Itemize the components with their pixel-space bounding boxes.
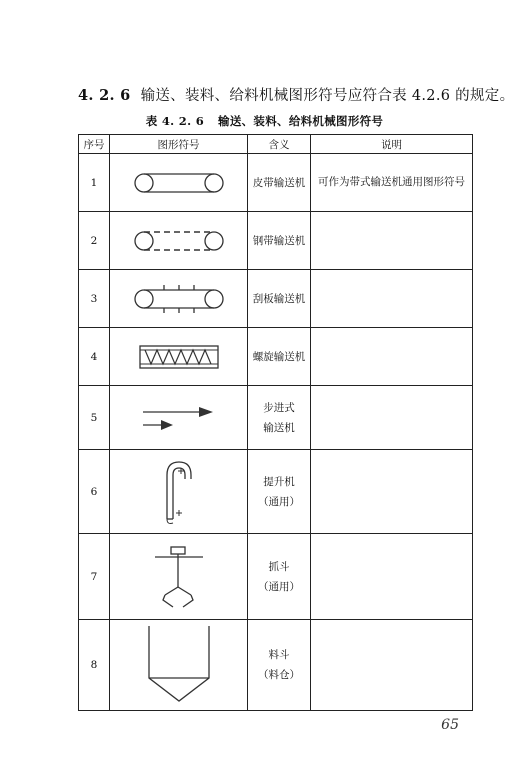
row-meaning: [248, 534, 311, 620]
meaning-line-1: 步进式: [263, 401, 295, 414]
table-header-row: [79, 135, 473, 154]
header-desc: 说明: [311, 135, 473, 154]
row-desc: 可作为带式输送机通用图形符号: [311, 154, 473, 212]
clause-text: 输送、装料、给料机械图形符号应符合表 4.2.6 的规定。: [140, 88, 515, 104]
header-num: 序号: [79, 135, 110, 154]
row-num: 3: [79, 270, 110, 328]
clause-heading: [78, 84, 514, 105]
row-num: 1: [79, 154, 110, 212]
table-row: [79, 450, 473, 534]
steel-belt-conveyor-icon: [134, 229, 224, 253]
table-caption: [0, 113, 529, 129]
meaning-line-1: 料斗: [268, 649, 290, 661]
meaning-line-1: 刮板输送机: [252, 292, 306, 305]
row-num: 5: [79, 386, 110, 450]
row-desc: [311, 620, 473, 711]
meaning-line-2: 输送机: [263, 421, 295, 434]
row-desc: [311, 534, 473, 620]
header-symbol: 图形符号: [110, 135, 248, 154]
row-meaning: [248, 212, 311, 270]
header-meaning: 含义: [248, 135, 311, 154]
hopper-icon: [146, 624, 212, 706]
row-num: 7: [79, 534, 110, 620]
row-meaning: [248, 450, 311, 534]
symbol-table: [78, 134, 473, 711]
meaning-line-1: 螺旋输送机: [252, 350, 306, 363]
table-row: [79, 212, 473, 270]
meaning-line-1: 钢带输送机: [252, 234, 306, 247]
row-desc: [311, 212, 473, 270]
meaning-line-1: 抓斗: [268, 560, 290, 573]
meaning-line-2: （通用）: [258, 580, 300, 593]
table-row: [79, 386, 473, 450]
row-num: 2: [79, 212, 110, 270]
meaning-line-2: （通用）: [258, 495, 300, 508]
walking-conveyor-icon: [141, 403, 217, 433]
row-num: 6: [79, 450, 110, 534]
table-row: [79, 534, 473, 620]
row-meaning: [248, 270, 311, 328]
row-meaning: [248, 386, 311, 450]
meaning-line-2: （料仓）: [258, 669, 300, 681]
table-row: [79, 270, 473, 328]
screw-conveyor-icon: [139, 344, 219, 370]
row-num: 8: [79, 620, 110, 711]
table-caption-label: 表 4. 2. 6: [145, 114, 205, 128]
table-caption-title: 输送、装料、给料机械图形符号: [218, 114, 384, 128]
table-row: [79, 154, 473, 212]
table-row: [79, 328, 473, 386]
meaning-line-1: 皮带输送机: [252, 176, 306, 189]
clause-number: 4. 2. 6: [78, 87, 131, 104]
row-meaning: [248, 620, 311, 711]
elevator-icon: [159, 457, 199, 527]
grab-bucket-icon: [153, 545, 205, 609]
meaning-line-1: 提升机: [263, 475, 295, 488]
row-desc: [311, 450, 473, 534]
row-desc: [311, 386, 473, 450]
row-meaning: [248, 328, 311, 386]
belt-conveyor-icon: [134, 171, 224, 195]
row-desc: [311, 328, 473, 386]
scraper-conveyor-icon: [134, 282, 224, 316]
row-num: 4: [79, 328, 110, 386]
table-row: [79, 620, 473, 711]
row-meaning: [248, 154, 311, 212]
row-desc: [311, 270, 473, 328]
page-number: 65: [441, 717, 459, 733]
